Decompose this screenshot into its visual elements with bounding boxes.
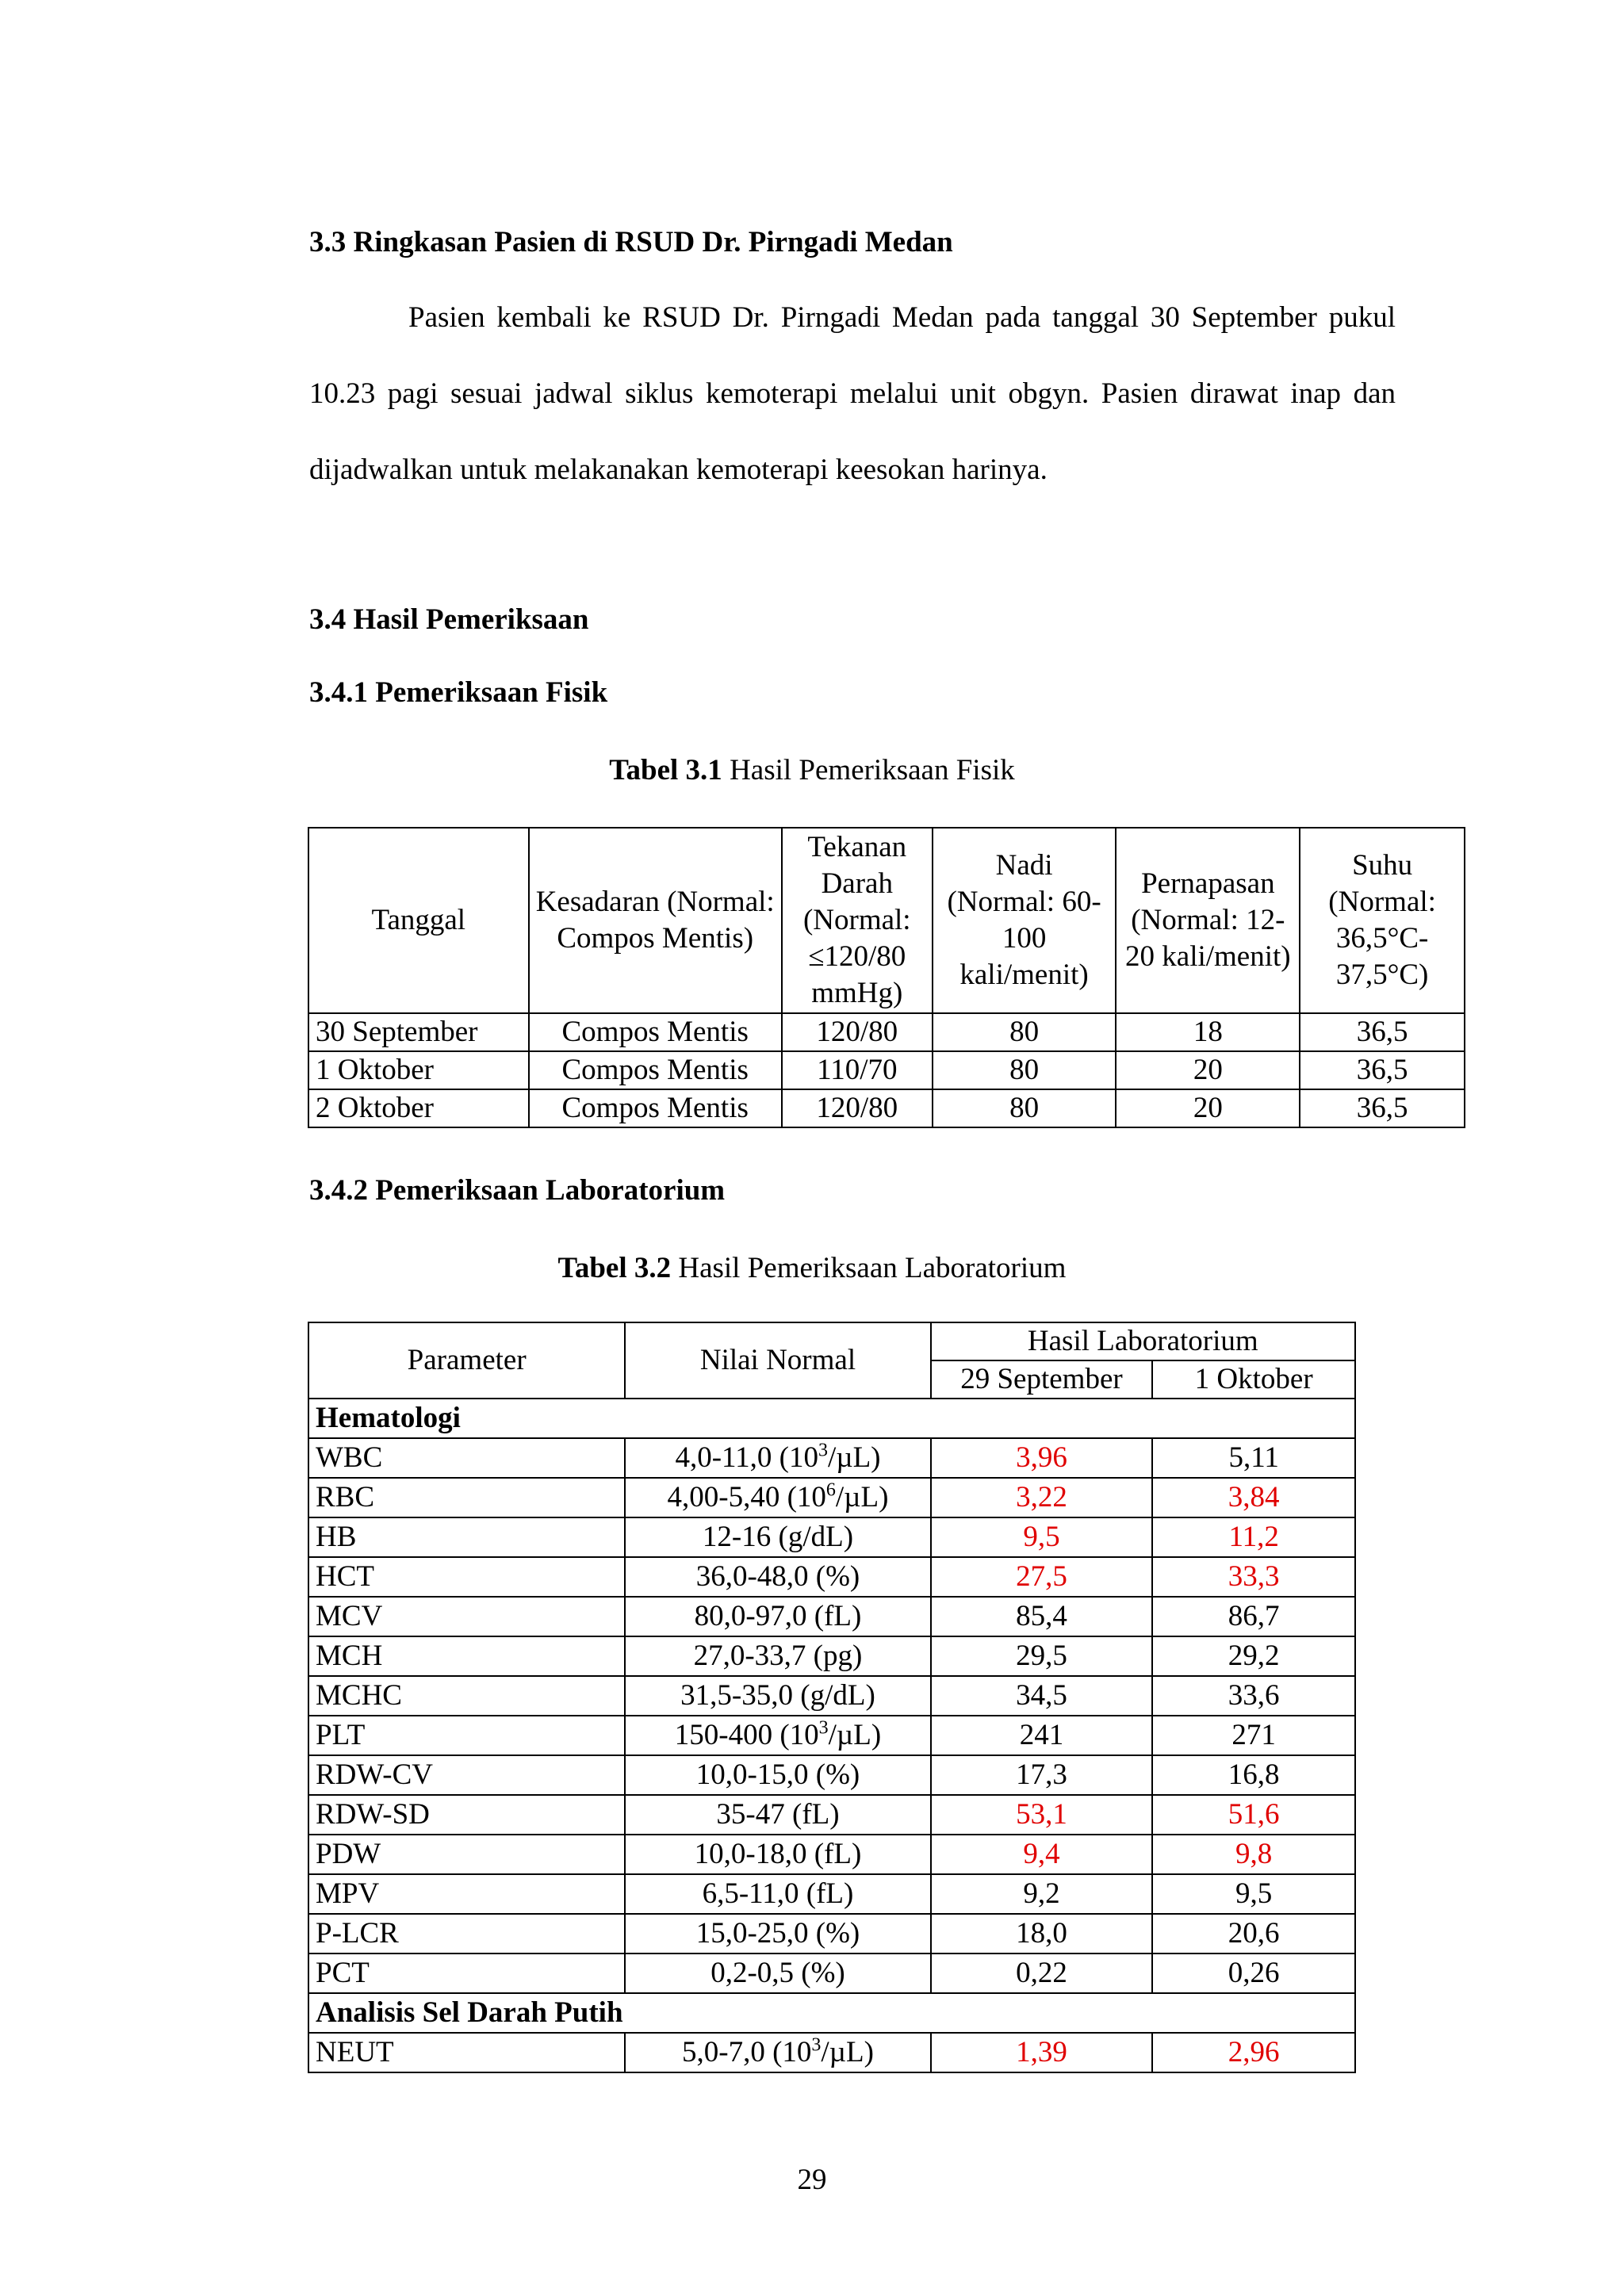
result-29-september: 1,39 [931, 2033, 1153, 2072]
table-cell: 30 September [308, 1013, 529, 1051]
normal-range-cell [625, 1835, 930, 1874]
result-1-oktober: 11,2 [1152, 1517, 1355, 1557]
normal-range-cell [625, 1954, 930, 1993]
normal-range-text: 35-47 (fL) [716, 1798, 840, 1831]
table-row [308, 1597, 1355, 1636]
table-row [308, 1089, 1465, 1127]
result-29-september: 27,5 [931, 1557, 1153, 1597]
normal-range-text: 5,0-7,0 (10 [682, 2036, 812, 2068]
table-cell: 2 Oktober [308, 1089, 529, 1127]
table-header-row [308, 828, 1465, 1013]
header-nilai-normal: Nilai Normal [625, 1322, 930, 1399]
normal-range-text: 0,2-0,5 (%) [710, 1957, 845, 1989]
section-3-3-heading: 3.3 Ringkasan Pasien di RSUD Dr. Pirngadi Medan [309, 226, 953, 258]
normal-range-cell [625, 1636, 930, 1676]
section-3-4-1-heading: 3.4.1 Pemeriksaan Fisik [309, 676, 608, 709]
normal-range-cell [625, 1755, 930, 1795]
group-label: Analisis Sel Darah Putih [308, 1993, 1355, 2033]
result-29-september: 9,5 [931, 1517, 1153, 1557]
table-cell: 20 [1116, 1089, 1300, 1127]
table-physical-exam [308, 827, 1465, 1128]
table-1-caption-label: Tabel 3.1 [609, 754, 722, 786]
header-suhu: Suhu (Normal: 36,5°C-37,5°C) [1300, 828, 1465, 1013]
normal-range-cell [625, 1517, 930, 1557]
normal-range-unit: /µL) [835, 1481, 889, 1513]
result-1-oktober: 3,84 [1152, 1478, 1355, 1517]
table-cell: 1 Oktober [308, 1051, 529, 1089]
table-row [308, 1478, 1355, 1517]
parameter-cell: P-LCR [308, 1914, 625, 1954]
table-row [308, 1914, 1355, 1954]
normal-range-text: 12-16 (g/dL) [702, 1521, 854, 1553]
table-row [308, 1676, 1355, 1716]
result-1-oktober: 86,7 [1152, 1597, 1355, 1636]
table-cell: 80 [933, 1013, 1116, 1051]
section-3-3-paragraph [309, 280, 1396, 508]
table-cell: 36,5 [1300, 1013, 1465, 1051]
header-tanggal: Tanggal [308, 828, 529, 1013]
normal-range-unit: /µL) [828, 1719, 882, 1751]
header-hasil-laboratorium: Hasil Laboratorium [931, 1322, 1355, 1360]
table-2-caption-text: Hasil Pemeriksaan Laboratorium [671, 1252, 1067, 1284]
table-cell: 80 [933, 1089, 1116, 1127]
normal-range-text: 10,0-15,0 (%) [695, 1758, 860, 1791]
parameter-cell: PLT [308, 1716, 625, 1755]
result-29-september: 9,4 [931, 1835, 1153, 1874]
table-row [308, 1051, 1465, 1089]
normal-range-unit: /µL) [827, 1441, 881, 1474]
normal-range-text: 36,0-48,0 (%) [695, 1560, 860, 1593]
table-header-row [308, 1322, 1355, 1360]
table-cell: 18 [1116, 1013, 1300, 1051]
normal-range-exponent: 3 [818, 1717, 829, 1739]
table-cell: 80 [933, 1051, 1116, 1089]
result-1-oktober: 5,11 [1152, 1438, 1355, 1478]
table-cell: Compos Mentis [529, 1089, 782, 1127]
table-row [308, 1755, 1355, 1795]
result-29-september: 3,22 [931, 1478, 1153, 1517]
result-29-september: 0,22 [931, 1954, 1153, 1993]
group-label: Hematologi [308, 1399, 1355, 1438]
result-1-oktober: 29,2 [1152, 1636, 1355, 1676]
parameter-cell: HB [308, 1517, 625, 1557]
normal-range-text: 6,5-11,0 (fL) [702, 1877, 854, 1910]
normal-range-exponent: 3 [811, 2034, 822, 2056]
page-number: 29 [797, 2164, 827, 2196]
table-cell: 36,5 [1300, 1051, 1465, 1089]
header-kesadaran: Kesadaran (Normal: Compos Mentis) [529, 828, 782, 1013]
parameter-cell: MCHC [308, 1676, 625, 1716]
normal-range-cell [625, 1795, 930, 1835]
normal-range-text: 80,0-97,0 (fL) [694, 1600, 862, 1632]
normal-range-cell [625, 1874, 930, 1914]
result-29-september: 9,2 [931, 1874, 1153, 1914]
normal-range-text: 4,0-11,0 (10 [675, 1441, 818, 1474]
header-parameter: Parameter [308, 1322, 625, 1399]
result-29-september: 85,4 [931, 1597, 1153, 1636]
header-nadi: Nadi (Normal: 60-100 kali/menit) [933, 828, 1116, 1013]
normal-range-cell [625, 1478, 930, 1517]
table-body [308, 1399, 1355, 2072]
table-cell: Compos Mentis [529, 1013, 782, 1051]
table-row [308, 1636, 1355, 1676]
normal-range-text: 31,5-35,0 (g/dL) [680, 1679, 875, 1712]
table-1-caption-text: Hasil Pemeriksaan Fisik [722, 754, 1015, 786]
result-1-oktober: 9,5 [1152, 1874, 1355, 1914]
table-row [308, 1874, 1355, 1914]
parameter-cell: RDW-SD [308, 1795, 625, 1835]
parameter-cell: RBC [308, 1478, 625, 1517]
result-29-september: 53,1 [931, 1795, 1153, 1835]
result-29-september: 17,3 [931, 1755, 1153, 1795]
table-row [308, 2033, 1355, 2072]
result-29-september: 34,5 [931, 1676, 1153, 1716]
normal-range-text: 150-400 (10 [674, 1719, 819, 1751]
table-body [308, 1013, 1465, 1127]
normal-range-text: 15,0-25,0 (%) [695, 1917, 860, 1950]
normal-range-cell [625, 1597, 930, 1636]
table-cell: 120/80 [782, 1013, 933, 1051]
result-1-oktober: 0,26 [1152, 1954, 1355, 1993]
header-pernapasan: Pernapasan (Normal: 12-20 kali/menit) [1116, 828, 1300, 1013]
header-date-2: 1 Oktober [1152, 1360, 1355, 1399]
normal-range-text: 4,00-5,40 (10 [667, 1481, 826, 1513]
normal-range-cell [625, 2033, 930, 2072]
table-row [308, 1954, 1355, 1993]
table-row [308, 1795, 1355, 1835]
parameter-cell: MCV [308, 1597, 625, 1636]
normal-range-exponent: 3 [818, 1440, 828, 1461]
table-laboratory [308, 1322, 1356, 2073]
result-1-oktober: 2,96 [1152, 2033, 1355, 2072]
group-row-analisis [308, 1993, 1355, 2033]
table-row [308, 1557, 1355, 1597]
result-29-september: 3,96 [931, 1438, 1153, 1478]
table-cell: Compos Mentis [529, 1051, 782, 1089]
normal-range-cell [625, 1914, 930, 1954]
table-2-caption-label: Tabel 3.2 [557, 1252, 672, 1284]
parameter-cell: HCT [308, 1557, 625, 1597]
table-row [308, 1438, 1355, 1478]
table-cell: 20 [1116, 1051, 1300, 1089]
result-29-september: 18,0 [931, 1914, 1153, 1954]
result-1-oktober: 271 [1152, 1716, 1355, 1755]
table-cell: 36,5 [1300, 1089, 1465, 1127]
header-date-1: 29 September [931, 1360, 1153, 1399]
parameter-cell: RDW-CV [308, 1755, 625, 1795]
normal-range-cell [625, 1557, 930, 1597]
normal-range-cell [625, 1438, 930, 1478]
table-cell: 110/70 [782, 1051, 933, 1089]
result-1-oktober: 20,6 [1152, 1914, 1355, 1954]
result-29-september: 29,5 [931, 1636, 1153, 1676]
section-3-4-2-heading: 3.4.2 Pemeriksaan Laboratorium [309, 1174, 726, 1207]
result-1-oktober: 16,8 [1152, 1755, 1355, 1795]
result-1-oktober: 33,6 [1152, 1676, 1355, 1716]
group-row-hematologi [308, 1399, 1355, 1438]
table-row [308, 1517, 1355, 1557]
parameter-cell: WBC [308, 1438, 625, 1478]
parameter-cell: PDW [308, 1835, 625, 1874]
table-row [308, 1013, 1465, 1051]
result-1-oktober: 9,8 [1152, 1835, 1355, 1874]
result-1-oktober: 51,6 [1152, 1795, 1355, 1835]
table-1-caption [0, 753, 1624, 787]
normal-range-exponent: 6 [825, 1479, 836, 1501]
table-2-caption [0, 1251, 1624, 1285]
normal-range-cell [625, 1716, 930, 1755]
parameter-cell: NEUT [308, 2033, 625, 2072]
table-row [308, 1716, 1355, 1755]
table-row [308, 1835, 1355, 1874]
result-29-september: 241 [931, 1716, 1153, 1755]
normal-range-cell [625, 1676, 930, 1716]
table-cell: 120/80 [782, 1089, 933, 1127]
paragraph-text: Pasien kembali ke RSUD Dr. Pirngadi Medan pada tanggal 30 September pukul 10.23 pagi sesuai jadwal siklus kemoterapi melalui unit obgyn. Pasien dirawat inap dan dijadwalkan untuk melakanakan kemoterapi keesokan harinya. [309, 301, 1396, 486]
normal-range-text: 10,0-18,0 (fL) [694, 1838, 862, 1870]
parameter-cell: MPV [308, 1874, 625, 1914]
normal-range-unit: /µL) [821, 2036, 874, 2068]
parameter-cell: MCH [308, 1636, 625, 1676]
result-1-oktober: 33,3 [1152, 1557, 1355, 1597]
parameter-cell: PCT [308, 1954, 625, 1993]
section-3-4-heading: 3.4 Hasil Pemeriksaan [309, 603, 589, 636]
header-tekanan-darah: Tekanan Darah (Normal: ≤120/80 mmHg) [782, 828, 933, 1013]
normal-range-text: 27,0-33,7 (pg) [693, 1640, 863, 1672]
